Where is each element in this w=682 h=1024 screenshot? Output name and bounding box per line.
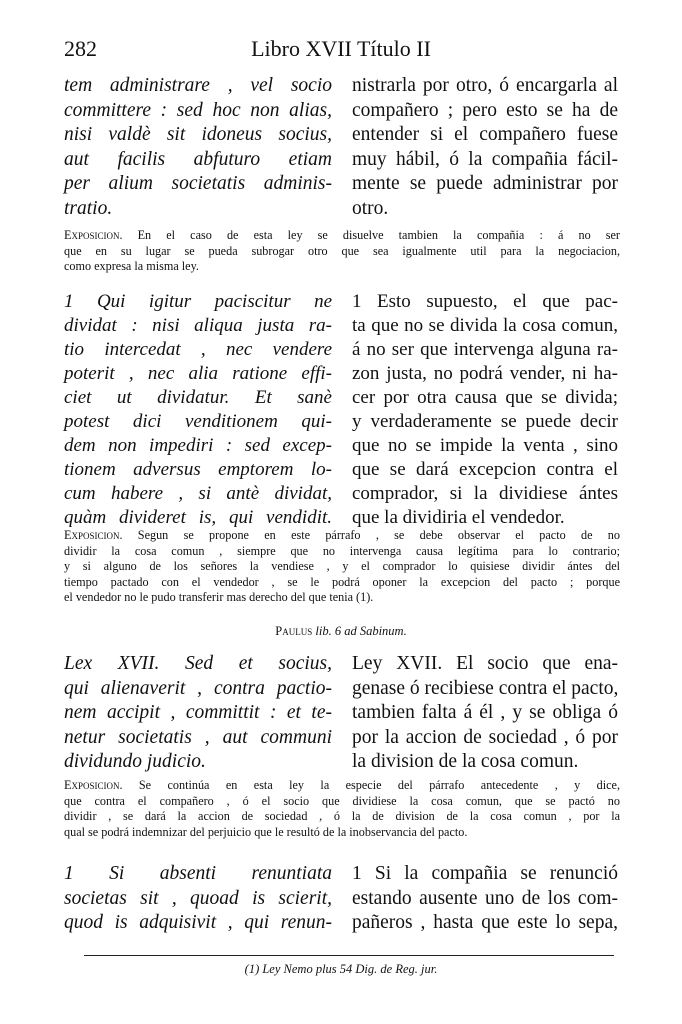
latin-column-2: [64, 290, 332, 530]
latin-line: nisi valdè sit idoneus socius,: [64, 124, 332, 145]
latin-line: nem accipit , committit : et te-: [64, 702, 332, 723]
spanish-line: Ley XVII. El socio que ena-: [352, 653, 618, 674]
spanish-line: mente se puede administrar por: [352, 173, 618, 194]
spanish-line: nistrarla por otro, ó encargarla al: [352, 75, 618, 96]
spanish-line: compañero ; pero esto se ha de: [352, 99, 618, 121]
spanish-line: que no se impide la venta , sino: [352, 435, 618, 456]
latin-line: tratio.: [64, 197, 113, 219]
exposicion-text: Se continúa en esta ley la especie del párrafo antecedente , y dice,: [122, 778, 620, 792]
spanish-line: y verdaderamente se puede decir: [352, 411, 618, 432]
spanish-line: tambien falta á él , y se obliga ó: [352, 702, 618, 723]
latin-line: tem administrare , vel socio: [64, 75, 332, 96]
latin-line: potest dici venditionem qui-: [64, 411, 332, 432]
spanish-line: comprador, si la dividiese ántes: [352, 483, 618, 504]
spanish-line: 1 Esto supuesto, el que pac-: [352, 291, 618, 312]
latin-line: netur societatis , aut communi: [64, 726, 332, 748]
latin-line: per alium societatis adminis-: [64, 173, 332, 194]
exposicion-text: qual se podrá indemnizar del perjuicio que le resultó de la inobservancia del pacto.: [64, 824, 468, 839]
exposicion-text: el vendedor no le pudo transferir mas derecho del que tenia (1).: [64, 590, 374, 604]
spanish-line: que se dará excepcion contra el: [352, 459, 618, 480]
exposicion-1: [64, 228, 620, 275]
latin-line: tionem adversus emptorem lo-: [64, 459, 332, 480]
page-title: Libro XVII Título II: [251, 36, 431, 61]
spanish-column-4: [352, 862, 618, 936]
spanish-line: muy hábil, ó la compañia fácil-: [352, 148, 618, 170]
latin-line: 1 Si absenti renuntiata: [64, 863, 332, 884]
spanish-line: que la dividiria el vendedor.: [352, 507, 565, 528]
spanish-column-1: [352, 74, 618, 221]
exposicion-text: Segun se propone en este párrafo , se debe observar el pacto de no: [122, 528, 620, 542]
spanish-line: la division de la cosa comun.: [352, 751, 579, 772]
spanish-line: 1 Si la compañia se renunció: [352, 863, 618, 884]
footnote-rule: [84, 955, 614, 956]
latin-line: Lex XVII. Sed et socius,: [64, 653, 332, 674]
spanish-line: ta que no se divida la cosa comun,: [352, 315, 618, 336]
spanish-line: estando ausente uno de los com-: [352, 887, 618, 909]
spanish-line: zon justa, no podrá vender, ni ha-: [352, 363, 618, 384]
latin-line: societas sit , quoad is scierit,: [64, 887, 332, 909]
latin-line: committere : sed hoc non alias,: [64, 99, 332, 121]
exposicion-text: tiempo pactado con el vendedor , se le podrá oponer la excepcion del pacto ; porque: [64, 574, 620, 589]
latin-line: tio intercedat , nec vendere: [64, 339, 332, 360]
exposicion-label: Exposicion.: [64, 528, 123, 542]
latin-column-3: [64, 652, 332, 775]
exposicion-text: que en su lugar se pueda subrogar otro que sea igualmente util para la negociacion,: [64, 243, 620, 258]
footnote: (1) Ley Nemo plus 54 Dig. de Reg. jur.: [244, 962, 438, 976]
spanish-line: á no ser que intervenga alguna ra-: [352, 339, 618, 360]
latin-line: poterit , nec alia ratione effi-: [64, 363, 332, 384]
latin-line: 1 Qui igitur paciscitur ne: [64, 291, 332, 312]
latin-line: dem non impediri : sed excep-: [64, 435, 332, 456]
source-work: lib. 6 ad Sabinum.: [312, 624, 407, 638]
latin-line: dividat : nisi aliqua justa ra-: [64, 315, 332, 336]
source-author: Paulus: [275, 624, 313, 638]
source-citation: [0, 624, 682, 639]
latin-line: quod is adquisivit , qui renun-: [64, 912, 332, 933]
exposicion-3: [64, 778, 620, 840]
latin-line: quàm divideret is, qui vendidit.: [64, 507, 332, 528]
exposicion-label: Exposicion.: [64, 228, 123, 242]
latin-line: aut facilis abfuturo etiam: [64, 148, 332, 170]
latin-line: qui alienaverit , contra pactio-: [64, 677, 332, 699]
spanish-line: genase ó recibiese contra el pacto,: [352, 677, 619, 699]
spanish-line: entender si el compañero fuese: [352, 124, 618, 145]
spanish-line: pañeros , hasta que este lo sepa,: [352, 912, 618, 933]
latin-column-4: [64, 862, 332, 936]
spanish-line: por la accion de sociedad , ó por: [352, 726, 618, 748]
exposicion-text: como expresa la misma ley.: [64, 259, 199, 273]
spanish-line: cer por otra causa que se divida;: [352, 387, 618, 408]
exposicion-text: y si alguno de los señores la vendiese , y el comprador lo quisiese dividir ántes del: [64, 559, 620, 573]
latin-line: ciet ut dividatur. Et sanè: [64, 387, 332, 408]
latin-line: dividundo judicio.: [64, 751, 206, 772]
exposicion-text: dividir , se dará la accion de sociedad , ó la de division de la cosa comun , por la: [64, 809, 620, 823]
exposicion-text: En el caso de esta ley se disuelve tambien la compañia : á no ser: [122, 228, 620, 242]
page-number: 282: [64, 36, 97, 61]
spanish-column-3: [352, 652, 618, 775]
exposicion-text: que contra el compañero , ó el socio que dividiese la cosa comun, que se pactó no: [64, 793, 620, 808]
exposicion-2: [64, 528, 620, 606]
latin-column-1: [64, 74, 332, 221]
latin-line: cum habere , si antè dividat,: [64, 483, 332, 504]
exposicion-text: dividir la cosa comun , siempre que no intervenga causa legítima para lo contrario;: [64, 543, 620, 558]
exposicion-label: Exposicion.: [64, 778, 123, 792]
spanish-column-2: [352, 290, 618, 530]
spanish-line: otro.: [352, 197, 389, 219]
